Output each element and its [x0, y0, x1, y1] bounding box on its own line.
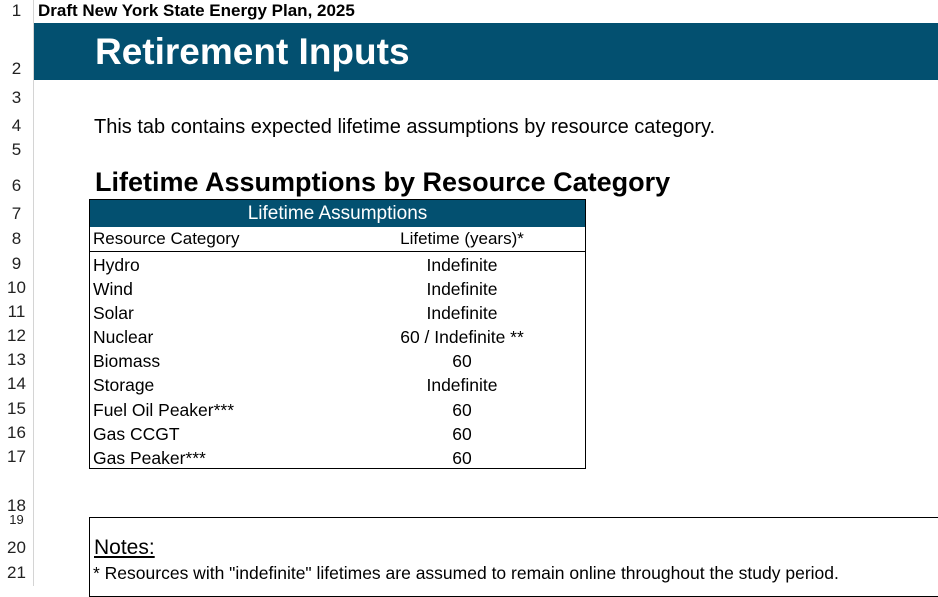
table-row: [90, 446, 585, 470]
row-number[interactable]: 7: [11, 204, 22, 223]
row-number[interactable]: 3: [11, 88, 22, 107]
lifetime-cell[interactable]: Indefinite: [426, 255, 498, 275]
lifetime-cell[interactable]: Indefinite: [426, 375, 498, 395]
table-row: [90, 325, 585, 349]
column-header-category[interactable]: Resource Category: [93, 229, 240, 248]
category-cell[interactable]: Storage: [93, 375, 155, 395]
sheet-title[interactable]: Retirement Inputs: [95, 31, 410, 72]
row-number[interactable]: 14: [7, 374, 26, 393]
notes-box: [89, 517, 938, 597]
category-cell[interactable]: Wind: [93, 279, 133, 299]
lifetime-cell[interactable]: 60: [452, 351, 472, 371]
row-number[interactable]: 12: [7, 326, 26, 345]
section-heading[interactable]: Lifetime Assumptions by Resource Category: [95, 167, 671, 197]
row-number[interactable]: 21: [7, 563, 26, 582]
lifetime-assumptions-table: [89, 199, 586, 469]
notes-title[interactable]: Notes:: [94, 536, 155, 559]
table-title[interactable]: Lifetime Assumptions: [90, 200, 585, 227]
category-cell[interactable]: Gas Peaker***: [93, 448, 206, 468]
lifetime-cell[interactable]: 60 / Indefinite **: [400, 327, 524, 347]
row-number[interactable]: 10: [7, 278, 26, 297]
table-row: [90, 253, 585, 277]
row-number[interactable]: 15: [7, 399, 26, 418]
row-number[interactable]: 13: [7, 350, 26, 369]
lifetime-cell[interactable]: Indefinite: [426, 303, 498, 323]
table-row: [90, 422, 585, 446]
table-row: [90, 373, 585, 397]
row-number[interactable]: 8: [11, 229, 22, 248]
workbook-title-cell[interactable]: Draft New York State Energy Plan, 2025: [38, 1, 355, 20]
category-cell[interactable]: Biomass: [93, 351, 161, 371]
row-number[interactable]: 4: [11, 116, 22, 135]
row-number[interactable]: 6: [11, 176, 22, 195]
row-number[interactable]: 17: [7, 447, 26, 466]
row-number[interactable]: 19: [9, 514, 24, 526]
lifetime-cell[interactable]: Indefinite: [426, 279, 498, 299]
category-cell[interactable]: Fuel Oil Peaker***: [93, 400, 235, 420]
table-row: [90, 277, 585, 301]
table-row: [90, 301, 585, 325]
category-cell[interactable]: Solar: [93, 303, 134, 323]
row-number[interactable]: 20: [7, 538, 26, 557]
category-cell[interactable]: Hydro: [93, 255, 140, 275]
row-number[interactable]: 9: [11, 254, 22, 273]
row-number[interactable]: 5: [11, 140, 22, 159]
row-number[interactable]: 1: [11, 1, 22, 20]
row-number[interactable]: 16: [7, 423, 26, 442]
lifetime-cell[interactable]: 60: [452, 424, 472, 444]
table-row: [90, 349, 585, 373]
note-line[interactable]: * Resources with "indefinite" lifetimes are assumed to remain online throughout the study period.: [93, 563, 839, 583]
category-cell[interactable]: Gas CCGT: [93, 424, 180, 444]
row-number[interactable]: 11: [7, 302, 26, 321]
tab-description[interactable]: This tab contains expected lifetime assumptions by resource category.: [94, 116, 716, 138]
category-cell[interactable]: Nuclear: [93, 327, 154, 347]
column-header-lifetime[interactable]: Lifetime (years)*: [400, 229, 524, 248]
lifetime-cell[interactable]: 60: [452, 448, 472, 468]
table-header-row: [90, 227, 585, 252]
lifetime-cell[interactable]: 60: [452, 400, 472, 420]
row-number[interactable]: 18: [7, 496, 26, 515]
row-number[interactable]: 2: [11, 59, 22, 78]
table-row: [90, 398, 585, 422]
